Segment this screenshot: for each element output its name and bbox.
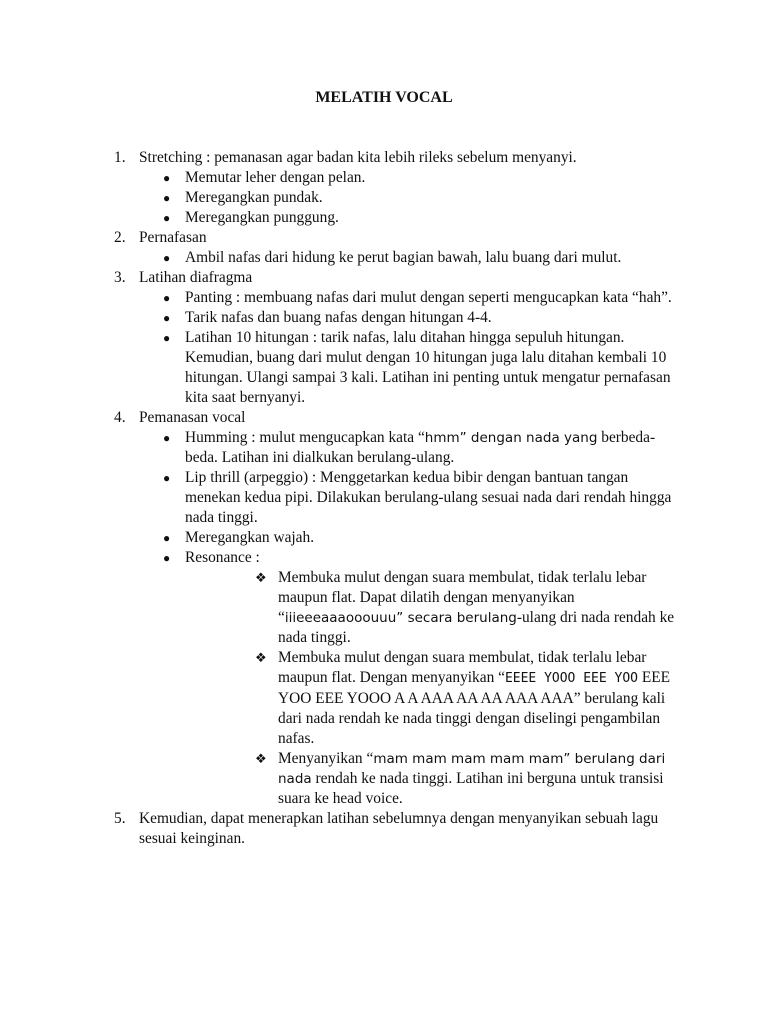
list-item-text: Kemudian, dapat menerapkan latihan sebelumnya dengan menyanyikan sebuah lagu sesuai keinginan. xyxy=(139,810,659,847)
resonance-item-2 xyxy=(185,648,679,749)
list-item-2 xyxy=(0,228,679,268)
bullet-dot-icon: ● xyxy=(163,331,171,345)
resonance-text-a: Menyanyikan “ xyxy=(278,750,374,767)
resonance-text-c: -ulang dri nada rendah ke nada tinggi. xyxy=(278,609,675,646)
sub-list xyxy=(139,288,679,408)
bullet-text: Ambil nafas dari hidung ke perut bagian bawah, lalu buang dari mulut. xyxy=(185,249,622,266)
bullet-text: Meregangkan punggung. xyxy=(185,209,339,226)
resonance-sub-list xyxy=(185,568,679,809)
list-item-1 xyxy=(0,148,679,228)
bullet-text: Meregangkan pundak. xyxy=(185,189,323,206)
resonance-text-b: EEEE YOOO EEE YOO xyxy=(504,671,638,686)
bullet-text: Memutar leher dengan pelan. xyxy=(185,169,366,186)
bullet-dot-icon: ● xyxy=(163,431,171,445)
sub-list xyxy=(139,168,679,228)
bullet-item xyxy=(139,208,679,228)
list-number: 5. xyxy=(114,810,126,827)
resonance-text-a: Membuka mulut dengan suara membulat, tidak terlalu lebar maupun flat. Dengan menyanyikan “ xyxy=(278,649,647,686)
bullet-text: Panting : membuang nafas dari mulut dengan seperti mengucapkan kata “hah”. xyxy=(185,289,672,306)
humming-text-a: Humming : mulut mengucapkan kata “ xyxy=(185,429,425,446)
bullet-dot-icon: ● xyxy=(163,191,171,205)
list-item-text: Stretching : pemanasan agar badan kita lebih rileks sebelum menyanyi. xyxy=(139,149,577,166)
resonance-text-c: rendah ke nada tinggi. Latihan ini berguna untuk transisi suara ke head voice. xyxy=(278,770,664,807)
sub-list xyxy=(139,248,679,268)
diamond-bullet-icon: ❖ xyxy=(255,751,267,766)
list-number: 4. xyxy=(114,409,126,426)
bullet-text: Resonance : xyxy=(185,549,260,566)
resonance-item-3 xyxy=(185,749,679,809)
humming-text-c: berbeda-beda. Latihan ini dialkukan berulang-ulang. xyxy=(185,429,656,466)
diamond-bullet-icon: ❖ xyxy=(255,570,267,585)
bullet-item-wajah xyxy=(139,528,679,548)
bullet-dot-icon: ● xyxy=(163,211,171,225)
list-number: 2. xyxy=(114,229,126,246)
bullet-item xyxy=(139,168,679,188)
resonance-item-1 xyxy=(185,568,679,648)
bullet-item xyxy=(139,328,679,408)
list-item-4 xyxy=(0,408,679,809)
bullet-item-humming xyxy=(139,428,679,468)
list-item-3 xyxy=(0,268,679,408)
list-item-5 xyxy=(0,809,679,849)
bullet-dot-icon: ● xyxy=(163,171,171,185)
humming-text-b: hmm” dengan nada yang xyxy=(424,430,598,446)
list-item-text: Pemanasan vocal xyxy=(139,409,246,426)
list-number: 1. xyxy=(114,149,126,166)
document-body xyxy=(0,148,768,849)
bullet-text: Lip thrill (arpeggio) : Menggetarkan kedua bibir dengan bantuan tangan menekan kedua pipi. Dilakukan berulang-ulang sesuai nada dari rendah hingga nada tinggi. xyxy=(185,469,672,526)
main-list xyxy=(0,148,768,849)
bullet-text: Tarik nafas dan buang nafas dengan hitungan 4-4. xyxy=(185,309,492,326)
list-item-text: Latihan diafragma xyxy=(139,269,253,286)
bullet-dot-icon: ● xyxy=(163,311,171,325)
resonance-text-c: EEE YOO EEE YOOO A A AAA AA AA AAA AAA” berulang kali dari nada rendah ke nada tinggi dengan diselingi pengambilan nafas. xyxy=(278,669,671,747)
list-item-text: Pernafasan xyxy=(139,229,207,246)
resonance-text-b: iiieeeaaaooouuu” secara berulang xyxy=(284,610,517,626)
sub-list xyxy=(139,428,679,809)
bullet-item-resonance xyxy=(139,548,679,809)
bullet-dot-icon: ● xyxy=(163,251,171,265)
bullet-item xyxy=(139,308,679,328)
resonance-text-b: mam mam mam mam mam” berulang dari nada xyxy=(278,751,666,787)
bullet-dot-icon: ● xyxy=(163,291,171,305)
bullet-dot-icon: ● xyxy=(163,531,171,545)
bullet-dot-icon: ● xyxy=(163,471,171,485)
bullet-item xyxy=(139,288,679,308)
bullet-text: Meregangkan wajah. xyxy=(185,529,315,546)
document-title: MELATIH VOCAL xyxy=(315,89,453,106)
bullet-dot-icon: ● xyxy=(163,551,171,565)
resonance-text-a: Membuka mulut dengan suara membulat, tidak terlalu lebar maupun flat. Dapat dilatih dengan menyanyikan “ xyxy=(278,569,647,626)
bullet-text: Latihan 10 hitungan : tarik nafas, lalu ditahan hingga sepuluh hitungan. Kemudian, buang dari mulut dengan 10 hitungan juga lalu ditahan kembali 10 hitungan. Ulangi sampai 3 kali. Latihan ini penting untuk mengatur pernafasan kita saat bernyanyi. xyxy=(185,329,671,406)
bullet-item xyxy=(139,248,679,268)
bullet-item-lip-thrill xyxy=(139,468,679,528)
list-number: 3. xyxy=(114,269,126,286)
diamond-bullet-icon: ❖ xyxy=(255,650,267,665)
bullet-item xyxy=(139,188,679,208)
